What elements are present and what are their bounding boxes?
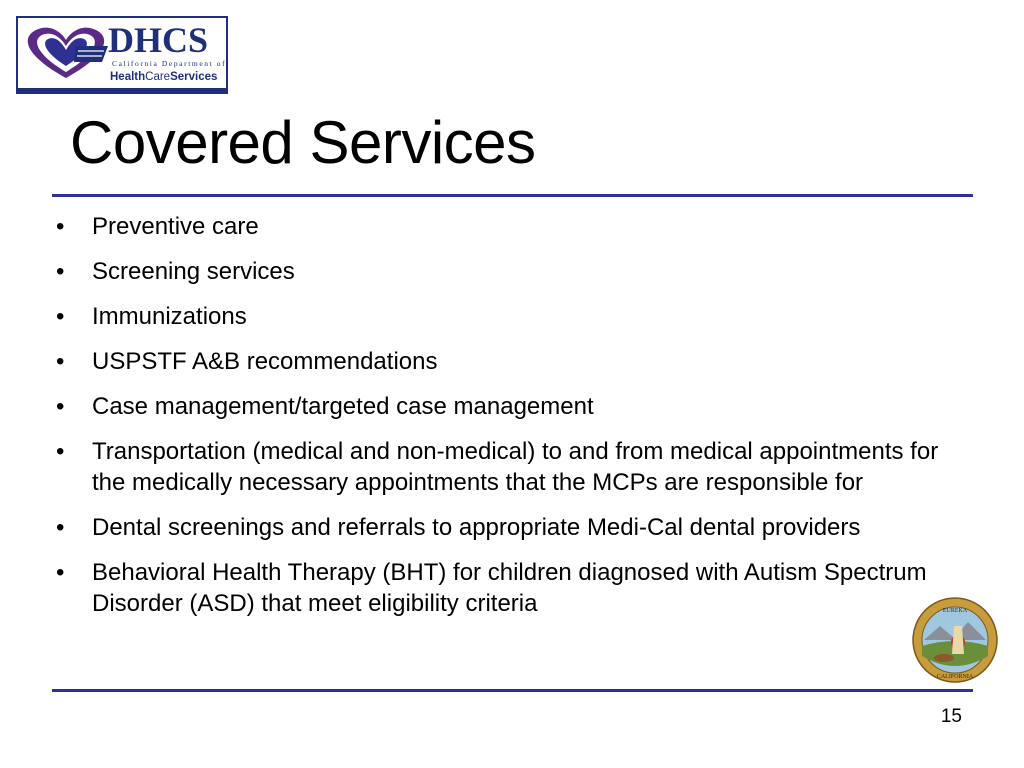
page-number: 15 <box>940 706 962 727</box>
svg-text:California Department of: California Department of <box>112 59 227 68</box>
bullet-list <box>52 211 952 633</box>
list-item: • Case management/targeted case management <box>52 391 952 422</box>
list-item: • Preventive care <box>52 211 952 242</box>
list-item: • Immunizations <box>52 301 952 332</box>
list-item: • Transportation (medical and non-medical) to and from medical appointments for the medically necessary appointments that the MCPs are responsible for <box>52 436 952 498</box>
svg-text:EUREKA: EUREKA <box>942 608 968 614</box>
svg-text:DHCS: DHCS <box>108 20 209 60</box>
list-item: • Dental screenings and referrals to appropriate Medi-Cal dental providers <box>52 512 952 543</box>
bottom-divider <box>52 689 973 692</box>
svg-text:HealthCareServices: HealthCareServices <box>110 71 218 83</box>
svg-text:CALIFORNIA: CALIFORNIA <box>936 674 974 680</box>
dhcs-logo <box>16 16 228 94</box>
list-item: • USPSTF A&B recommendations <box>52 346 952 377</box>
california-seal-icon <box>910 596 1000 684</box>
list-item: • Screening services <box>52 256 952 287</box>
top-divider <box>52 194 973 197</box>
slide-title: Covered Services <box>70 109 536 176</box>
list-item: • Behavioral Health Therapy (BHT) for children diagnosed with Autism Spectrum Disorder (ASD) that meet eligibility criteria <box>52 557 952 619</box>
